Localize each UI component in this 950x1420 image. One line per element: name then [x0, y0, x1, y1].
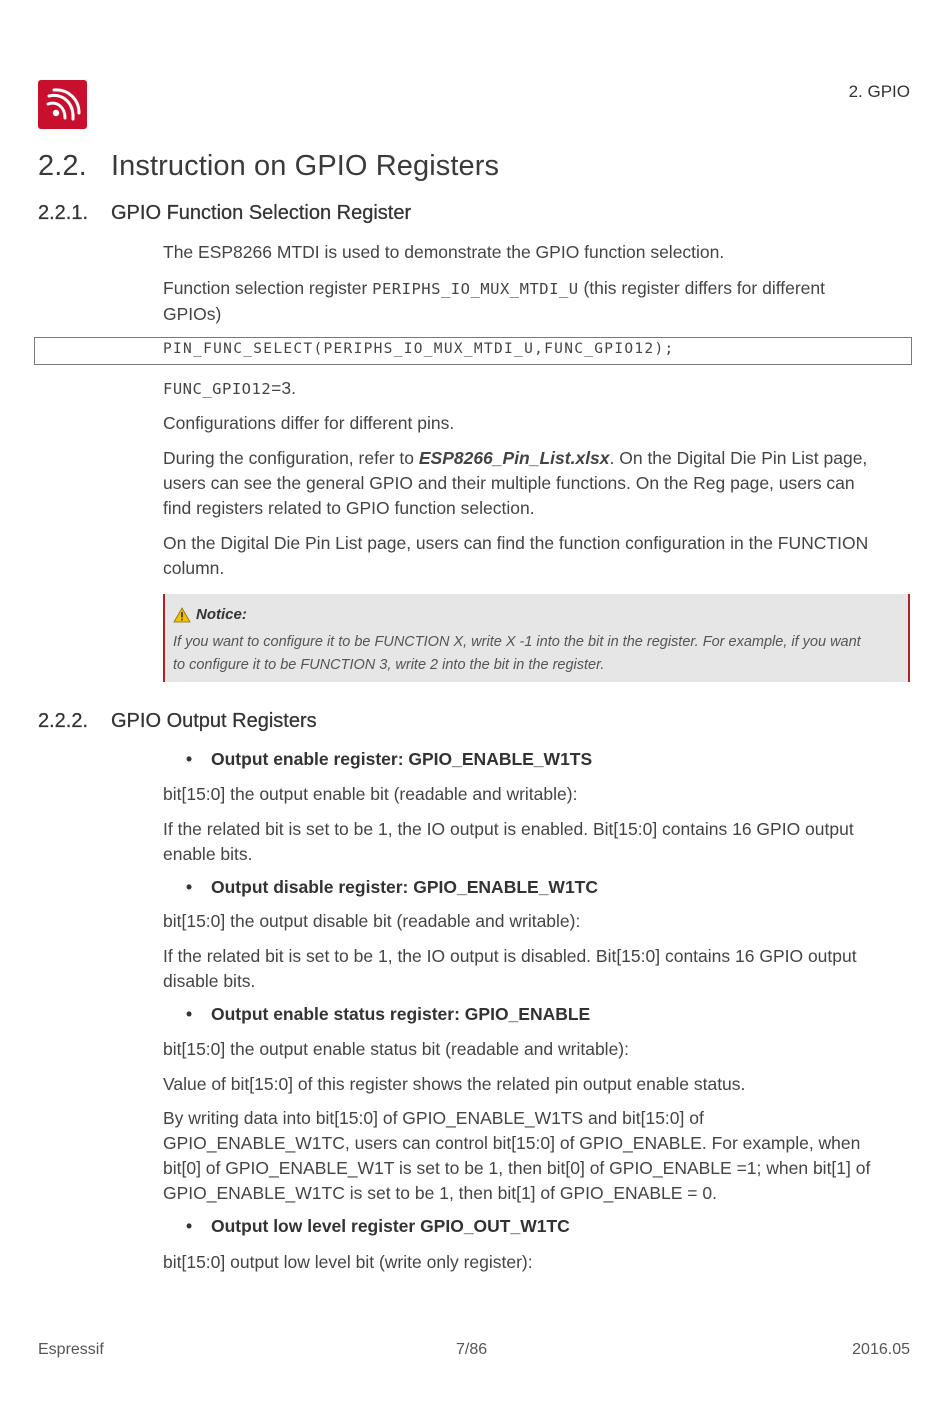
text: If the related bit is set to be 1, the IO output is disabled. Bit[15:0] contains 16 GPIO output — [163, 946, 857, 966]
notice-box — [163, 594, 910, 682]
paragraph — [163, 1106, 913, 1206]
paragraph — [163, 376, 913, 402]
section-number: 2.2. — [38, 150, 87, 182]
text: During the configuration, refer to — [163, 448, 419, 468]
subsection-title: GPIO Function Selection Register — [111, 202, 412, 224]
bullet-icon: • — [186, 877, 193, 897]
page-number: 7/86 — [456, 1341, 488, 1358]
subsection-number: 2.2.1. — [38, 202, 89, 224]
text: column. — [163, 558, 225, 578]
text: find registers related to GPIO function selection. — [163, 498, 535, 518]
paragraph — [163, 817, 913, 867]
text: On the Digital Die Pin List page, users can find the function configuration in the FUNCTION — [163, 533, 869, 553]
text: (this register differs for different — [578, 278, 826, 298]
bullet-label: Output enable status register: GPIO_ENABLE — [211, 1004, 591, 1024]
bullet-icon: • — [186, 749, 193, 769]
bullet-label: Output disable register: GPIO_ENABLE_W1TC — [211, 877, 598, 897]
paragraph: bit[15:0] the output enable status bit (readable and writable): — [163, 1039, 629, 1059]
paragraph: Configurations differ for different pins. — [163, 413, 455, 433]
paragraph: bit[15:0] output low level bit (write only register): — [163, 1252, 533, 1272]
section-heading — [38, 150, 499, 183]
footer-date: 2016.05 — [852, 1341, 910, 1358]
footer-company: Espressif — [38, 1341, 104, 1358]
text: Function selection register — [163, 278, 373, 298]
subsection-number: 2.2.2. — [38, 710, 89, 732]
bullet-item — [186, 1216, 570, 1237]
text: enable bits. — [163, 844, 253, 864]
paragraph: Value of bit[15:0] of this register shows the related pin output enable status. — [163, 1074, 746, 1094]
paragraph: bit[15:0] the output enable bit (readable and writable): — [163, 784, 578, 804]
text: =3. — [271, 378, 296, 398]
text: By writing data into bit[15:0] of GPIO_ENABLE_W1TS and bit[15:0] of — [163, 1108, 704, 1128]
subsection-title: GPIO Output Registers — [111, 710, 317, 732]
text: GPIO_ENABLE_W1TC is set to be 1, then bit[1] of GPIO_ENABLE = 0. — [163, 1183, 717, 1203]
subsection-heading-221 — [38, 202, 411, 225]
notice-title — [173, 606, 247, 623]
notice-body — [173, 631, 898, 676]
text: disable bits. — [163, 971, 256, 991]
section-title: Instruction on GPIO Registers — [111, 150, 500, 182]
notice-label: Notice: — [196, 606, 247, 623]
bullet-item — [186, 749, 592, 770]
bullet-label: Output low level register GPIO_OUT_W1TC — [211, 1216, 570, 1236]
text: to configure it to be FUNCTION 3, write 2 into the bit in the register. — [173, 656, 605, 673]
inline-code: FUNC_GPIO12 — [163, 380, 272, 398]
code-block — [34, 337, 912, 365]
text: If the related bit is set to be 1, the IO output is enabled. Bit[15:0] contains 16 GPIO output — [163, 819, 854, 839]
text: GPIOs) — [163, 304, 222, 324]
text: GPIO_ENABLE_W1TC, users can control bit[15:0] of GPIO_ENABLE. For example, when — [163, 1133, 861, 1153]
text: bit[0] of GPIO_ENABLE_W1T is set to be 1, then bit[0] of GPIO_ENABLE =1; when bit[1] of — [163, 1158, 871, 1178]
bullet-item — [186, 1004, 590, 1025]
paragraph — [163, 944, 913, 994]
text: . On the Digital Die Pin List page, — [609, 448, 868, 468]
espressif-logo-icon — [38, 80, 87, 129]
code-line: PIN_FUNC_SELECT(PERIPHS_IO_MUX_MTDI_U,FUNC_GPIO12); — [163, 341, 675, 357]
text: users can see the general GPIO and their multiple functions. On the Reg page, users can — [163, 473, 855, 493]
text: If you want to configure it to be FUNCTION X, write X -1 into the bit in the register. For example, if you want — [173, 634, 861, 650]
bullet-item — [186, 877, 598, 898]
bullet-icon: • — [186, 1216, 193, 1236]
chapter-label: 2. GPIO — [848, 82, 910, 101]
paragraph — [163, 276, 913, 327]
paragraph — [163, 446, 913, 521]
paragraph: The ESP8266 MTDI is used to demonstrate the GPIO function selection. — [163, 242, 725, 262]
inline-code: PERIPHS_IO_MUX_MTDI_U — [372, 280, 579, 298]
paragraph: bit[15:0] the output disable bit (readable and writable): — [163, 911, 581, 931]
file-reference: ESP8266_Pin_List.xlsx — [418, 448, 610, 468]
paragraph — [163, 531, 913, 581]
bullet-icon: • — [186, 1004, 193, 1024]
subsection-heading-222 — [38, 710, 317, 733]
warning-icon — [173, 607, 191, 623]
bullet-label: Output enable register: GPIO_ENABLE_W1TS — [211, 749, 593, 769]
